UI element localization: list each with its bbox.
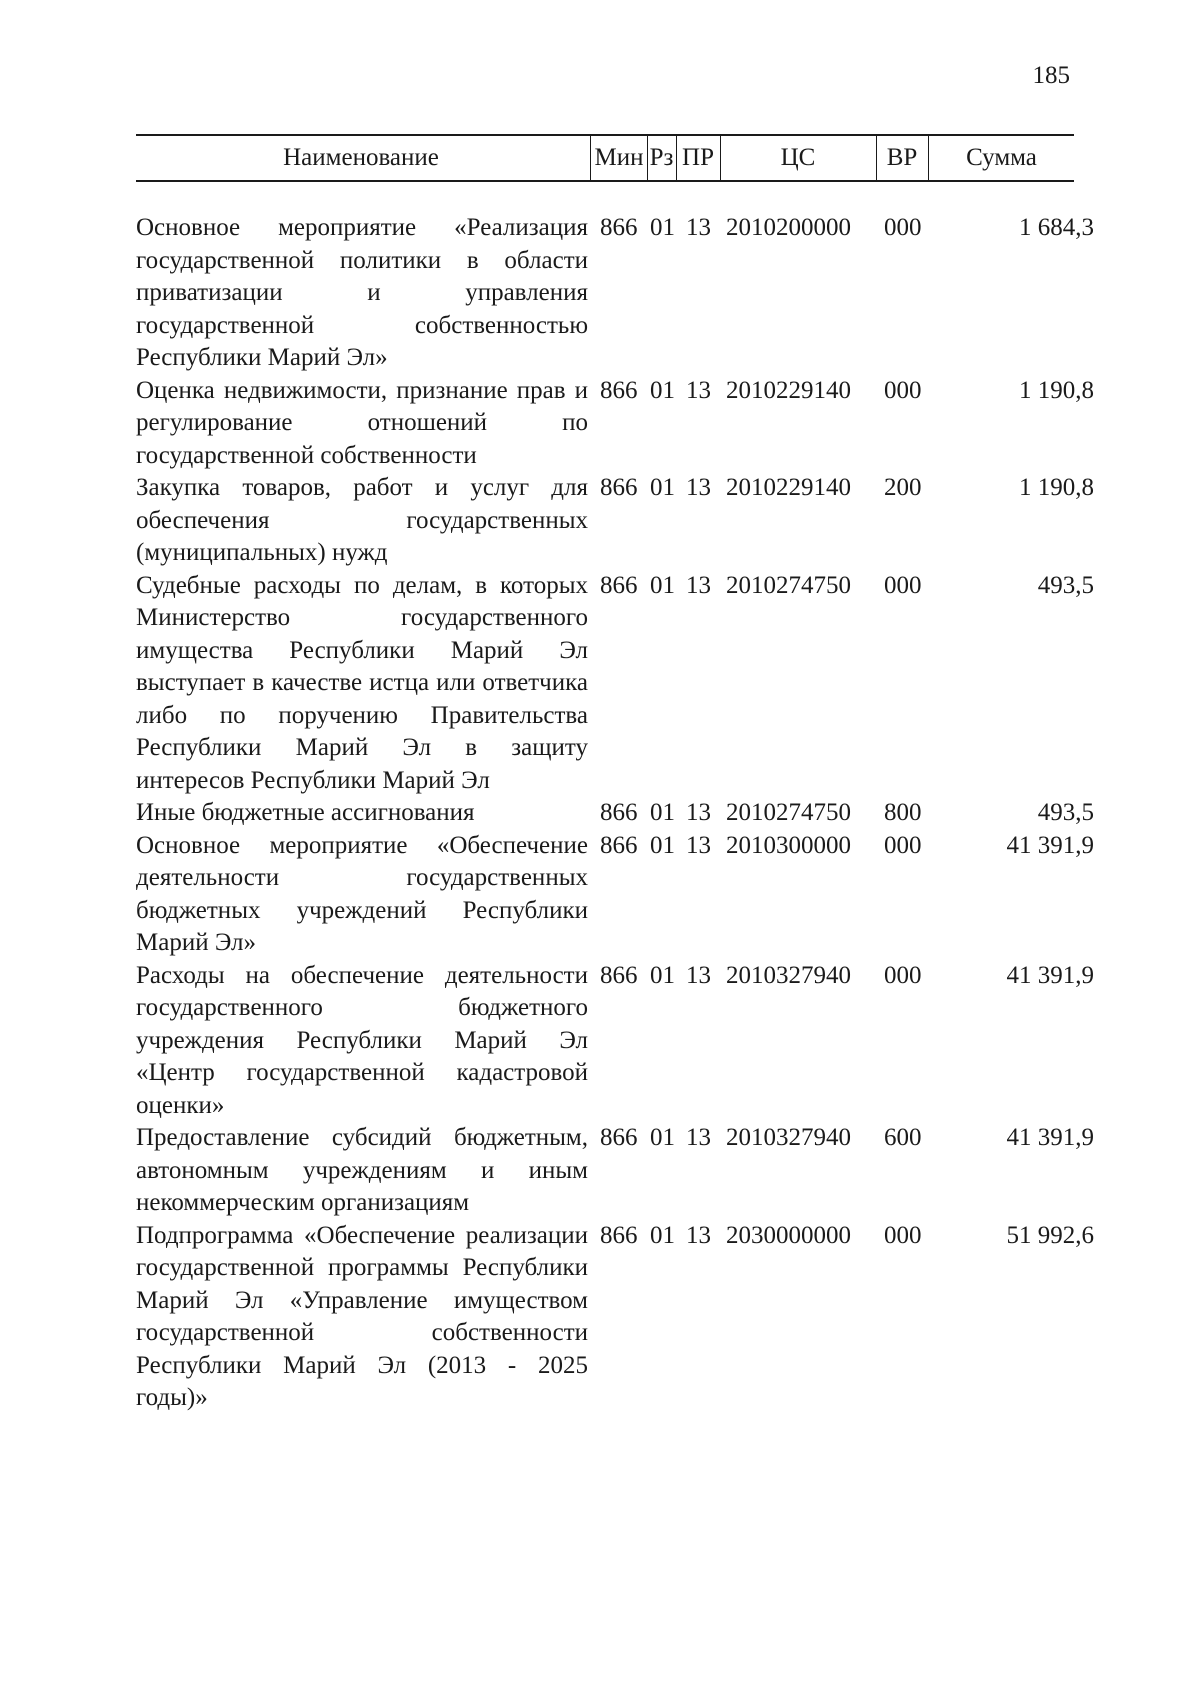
row-min: 866 (600, 474, 638, 501)
row-vr: 000 (884, 214, 922, 241)
row-vr: 000 (884, 1221, 922, 1249)
header-rz: Рз (649, 144, 674, 171)
header-min: Мин (594, 144, 644, 171)
row-rz: 01 (650, 1124, 675, 1151)
row-sum: 493,5 (1037, 799, 1094, 826)
row-sum: 1 190,8 (1019, 474, 1094, 501)
row-cs: 2010327940 (726, 961, 851, 989)
table-row (136, 570, 1096, 798)
row-name: Расходы на обеспечение деятельности государственного бюджетного учреждения Республики Марий Эл «Центр государственной кадастровой оценки» (136, 961, 588, 1119)
row-rz: 01 (650, 1221, 675, 1249)
row-pr: 13 (686, 799, 711, 826)
row-pr: 13 (686, 571, 711, 599)
row-vr: 800 (884, 799, 922, 826)
row-vr: 000 (884, 571, 922, 599)
row-rz: 01 (650, 474, 675, 501)
row-cs: 2030000000 (726, 1221, 851, 1249)
row-rz: 01 (650, 376, 675, 404)
row-cs: 2010229140 (726, 474, 851, 501)
row-min: 866 (600, 214, 638, 241)
row-name: Основное мероприятие «Реализация государственной политики в области приватизации и управления государственной собственностью Республики Марий Эл» (136, 214, 588, 371)
row-vr: 200 (884, 474, 922, 501)
row-rz: 01 (650, 961, 675, 989)
header-sum: Сумма (966, 144, 1037, 171)
row-sum: 493,5 (1037, 571, 1094, 599)
row-name: Судебные расходы по делам, в которых Министерство государственного имущества Республики Марий Эл выступает в качестве истца или ответчика либо по поручению Правительства Республики Марий Эл в защиту интересов Республики Марий Эл (136, 571, 588, 794)
row-cs: 2010274750 (726, 799, 851, 826)
table-row (136, 1220, 1096, 1415)
row-pr: 13 (686, 474, 711, 501)
row-vr: 000 (884, 376, 922, 404)
row-sum: 1 684,3 (1019, 214, 1094, 241)
row-pr: 13 (686, 1221, 711, 1249)
row-pr: 13 (686, 1124, 711, 1151)
row-sum: 41 391,9 (1006, 961, 1094, 989)
row-cs: 2010229140 (726, 376, 851, 404)
table-row (136, 375, 1096, 473)
row-pr: 13 (686, 831, 711, 859)
row-pr: 13 (686, 961, 711, 989)
row-sum: 41 391,9 (1006, 1124, 1094, 1151)
header-cs: ЦС (780, 144, 816, 171)
header-name: Наименование (283, 144, 439, 171)
row-sum: 1 190,8 (1019, 376, 1094, 404)
row-cs: 2010200000 (726, 214, 851, 241)
row-min: 866 (600, 1221, 638, 1249)
table-header (136, 134, 1074, 182)
row-name: Оценка недвижимости, признание прав и регулирование отношений по государственной собственности (136, 376, 588, 469)
row-cs: 2010274750 (726, 571, 851, 599)
table-row (136, 797, 1096, 830)
row-pr: 13 (686, 214, 711, 241)
header-vr: ВР (886, 144, 918, 171)
row-name: Закупка товаров, работ и услуг для обеспечения государственных (муниципальных) нужд (136, 474, 588, 566)
row-name: Предоставление субсидий бюджетным, автономным учреждениям и иным некоммерческим организациям (136, 1124, 588, 1216)
row-min: 866 (600, 831, 638, 859)
row-min: 866 (600, 1124, 638, 1151)
row-min: 866 (600, 571, 638, 599)
row-sum: 51 992,6 (1006, 1221, 1094, 1249)
row-vr: 000 (884, 831, 922, 859)
row-vr: 000 (884, 961, 922, 989)
table-row (136, 1122, 1096, 1220)
table-row (136, 830, 1096, 960)
row-rz: 01 (650, 799, 675, 826)
table-row (136, 212, 1096, 375)
row-name: Иные бюджетные ассигнования (136, 799, 475, 826)
row-min: 866 (600, 799, 638, 826)
row-name: Подпрограмма «Обеспечение реализации государственной программы Республики Марий Эл «Управление имуществом государственной собственности Республики Марий Эл (2013 - 2025 годы)» (136, 1221, 588, 1411)
table-body (136, 212, 1096, 1415)
row-vr: 600 (884, 1124, 922, 1151)
table-row (136, 960, 1096, 1123)
row-rz: 01 (650, 831, 675, 859)
row-min: 866 (600, 376, 638, 404)
row-rz: 01 (650, 214, 675, 241)
row-rz: 01 (650, 571, 675, 599)
table-row (136, 472, 1096, 570)
row-name: Основное мероприятие «Обеспечение деятельности государственных бюджетных учреждений Республики Марий Эл» (136, 831, 588, 956)
row-cs: 2010327940 (726, 1124, 851, 1151)
row-pr: 13 (686, 376, 711, 404)
header-pr: ПР (682, 144, 714, 171)
row-min: 866 (600, 961, 638, 989)
row-sum: 41 391,9 (1006, 831, 1094, 859)
row-cs: 2010300000 (726, 831, 851, 859)
page-number: 185 (1032, 62, 1070, 89)
